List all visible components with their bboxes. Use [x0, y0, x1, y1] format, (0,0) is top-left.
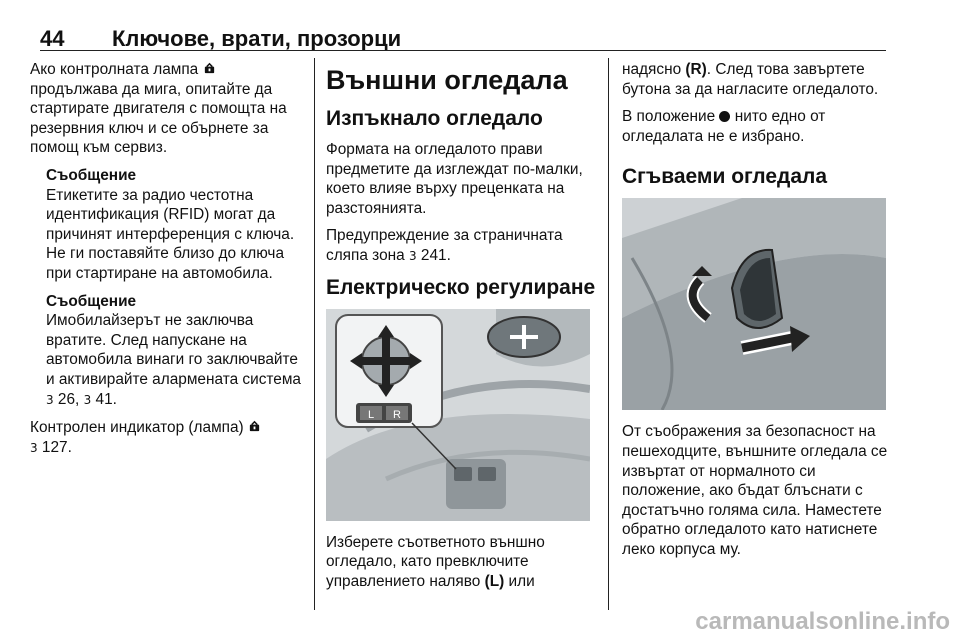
subsection-heading-convex: Изпъкнало огледало	[326, 107, 543, 130]
page-ref-icon: 3	[83, 392, 92, 407]
chapter-title: Ключове, врати, прозорци	[112, 26, 402, 51]
page-number: 44	[40, 26, 65, 51]
watermark: carmanualsonline.info	[695, 608, 950, 635]
note-body: Етикетите за радио честотна идентификация (RFID) могат да причинят интерференция с ключа. Не ги поставяйте близо до ключа при стартиране на автомобила.	[46, 186, 295, 282]
page-ref-icon: 3	[30, 440, 38, 455]
subsection-heading-folding: Сгъваеми огледала	[622, 165, 828, 189]
page-ref-icon: 3	[46, 392, 54, 407]
column-divider-1	[314, 58, 315, 610]
mirror-control-drawing	[326, 309, 590, 521]
column-1	[30, 60, 302, 466]
column-3	[622, 60, 888, 568]
mirror-control-illustration	[326, 309, 590, 521]
right-mirror-paragraph: надясно (R). След това завъртете бутона за да нагласите огледалото.	[622, 61, 879, 98]
select-mirror-paragraph: Изберете съответното външно огледало, като превключите управлението наляво (L) или	[326, 533, 545, 590]
left-mirror-label: L	[367, 408, 375, 421]
note-title: Съобщение	[46, 292, 137, 310]
section-heading: Външни огледала	[326, 65, 568, 95]
note-title: Съобщение	[46, 166, 137, 184]
neutral-dot-icon	[719, 111, 730, 122]
blind-spot-paragraph: Предупреждение за страничната сляпа зона 3 241.	[326, 227, 563, 264]
page-ref-icon: 3	[408, 248, 417, 263]
folding-paragraph: От съображения за безопасност на пешеходците, външните огледала се извъртат от нормалното си положение, ако бъдат блъснати с достатъчно голяма сила. Наместете обратно огледалото като натиснете леко корпуса му.	[622, 423, 888, 558]
note-body: Имобилайзерът не заключва вратите. След напускане на автомобила винаги го заключвайте и активирайте алармената система 3 26, 3 41.	[46, 312, 301, 408]
convex-paragraph: Формата на огледалото прави предметите да изглеждат по-малки, което влияе върху преценката на разстоянията.	[326, 141, 583, 217]
folding-mirror-drawing	[622, 198, 886, 410]
column-2	[326, 60, 596, 599]
immobilizer-paragraph: Ако контролната лампа продължава да мига, опитайте да стартирате двигателя с помощта на резервния ключ и се обърнете за помощ към сервиз.	[30, 61, 287, 157]
folding-mirror-illustration	[622, 198, 886, 410]
right-mirror-label: R	[393, 408, 401, 421]
page-ref-link[interactable]: 241.	[420, 246, 451, 264]
subsection-heading-electric: Електрическо регулиране	[326, 275, 596, 299]
immobilizer-lamp-icon	[248, 420, 261, 433]
page-header	[40, 18, 886, 52]
indicator-paragraph: Контролен индикатор (лампа) 3 127.	[30, 418, 302, 458]
note-immobilizer	[46, 292, 302, 411]
page-ref-link[interactable]: 127.	[41, 438, 72, 456]
column-divider-2	[608, 58, 609, 610]
note-rfid	[46, 166, 302, 284]
header-rule	[40, 50, 886, 51]
neutral-position-paragraph: В положение нито едно от огледалата не е избрано.	[622, 108, 826, 145]
page-ref-link[interactable]: 41.	[95, 390, 117, 408]
immobilizer-lamp-icon	[203, 62, 216, 75]
page-ref-link[interactable]: 26,	[57, 390, 80, 408]
